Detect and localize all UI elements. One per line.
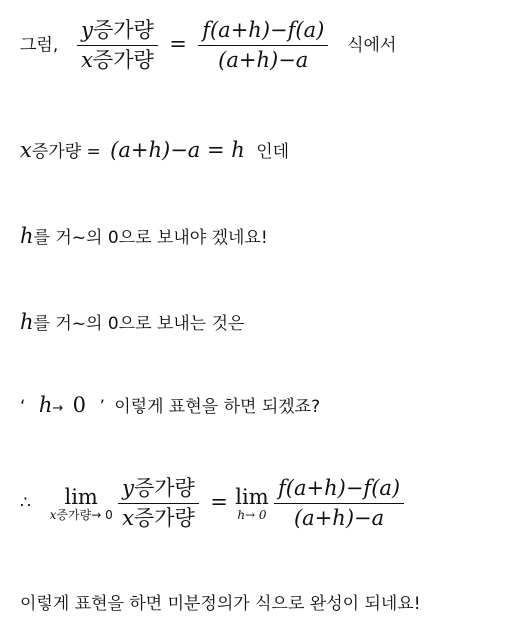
y-variable: y [122, 476, 134, 500]
x-increment-line [20, 140, 289, 161]
sending-h-line [20, 312, 244, 333]
sentence-text: 이렇게 표현을 하면 되겠죠? [114, 397, 321, 417]
denominator-label: 증가량 [133, 506, 195, 531]
increment-expression: (a+h)−a = h [110, 138, 245, 162]
fraction-bar [274, 503, 404, 504]
limit-subscript: 증가량→ 0 [56, 507, 113, 522]
arrow-symbol: → [52, 401, 64, 416]
increment-ratio [77, 18, 158, 73]
limit-equation-line [20, 476, 404, 531]
lim-word: lim [64, 484, 98, 509]
therefore-symbol: ∴ [20, 493, 31, 514]
quotient-denominator: (a+h)−a [218, 48, 309, 73]
h-to-zero-line [20, 226, 268, 247]
denominator-label: 증가량 [92, 48, 154, 73]
x-variable: x [81, 48, 93, 73]
x-increment-label: 증가량 = [31, 142, 101, 162]
sentence-text: 를 거~의 0으로 보내야 겠네요! [33, 228, 268, 248]
sentence-text: 를 거~의 0으로 보내는 것은 [33, 314, 245, 334]
zero-value: 0 [72, 393, 87, 417]
conclusion-text: 이렇게 표현을 하면 미분정의가 식으로 완성이 되네요! [20, 594, 421, 614]
limit-right [235, 486, 268, 522]
limit-subscript: h→ 0 [237, 507, 267, 522]
h-variable: h [38, 393, 53, 417]
difference-quotient [274, 476, 404, 531]
open-quote: ‘ [20, 397, 26, 417]
equals-sign: = [210, 489, 228, 514]
h-variable: h [20, 224, 34, 248]
close-quote: ’ [99, 397, 105, 417]
y-variable: y [81, 18, 93, 42]
suffix-text: 인데 [256, 142, 290, 162]
quotient-numerator: f(a+h)−f(a) [202, 18, 325, 42]
fraction-bar [77, 45, 158, 46]
fraction-bar [118, 503, 199, 504]
quotient-denominator: (a+h)−a [293, 506, 385, 531]
derivative-fraction-line [20, 18, 396, 73]
conclusion-line [20, 596, 421, 613]
lim-word: lim [235, 484, 269, 509]
increment-ratio [118, 476, 199, 531]
x-variable: x [20, 138, 32, 162]
limit-notation-line [20, 395, 320, 416]
difference-quotient [198, 18, 328, 73]
x-variable: x [122, 506, 134, 531]
fraction-bar [198, 45, 328, 46]
numerator-label: 증가량 [133, 476, 195, 500]
x-variable: x [49, 507, 57, 522]
intro-text: 그럼, [20, 35, 59, 56]
numerator-label: 증가량 [92, 18, 154, 42]
h-variable: h [20, 310, 34, 334]
suffix-text: 식에서 [347, 35, 397, 56]
quotient-numerator: f(a+h)−f(a) [278, 476, 401, 500]
equals-sign: = [169, 31, 187, 56]
limit-left [50, 486, 113, 522]
